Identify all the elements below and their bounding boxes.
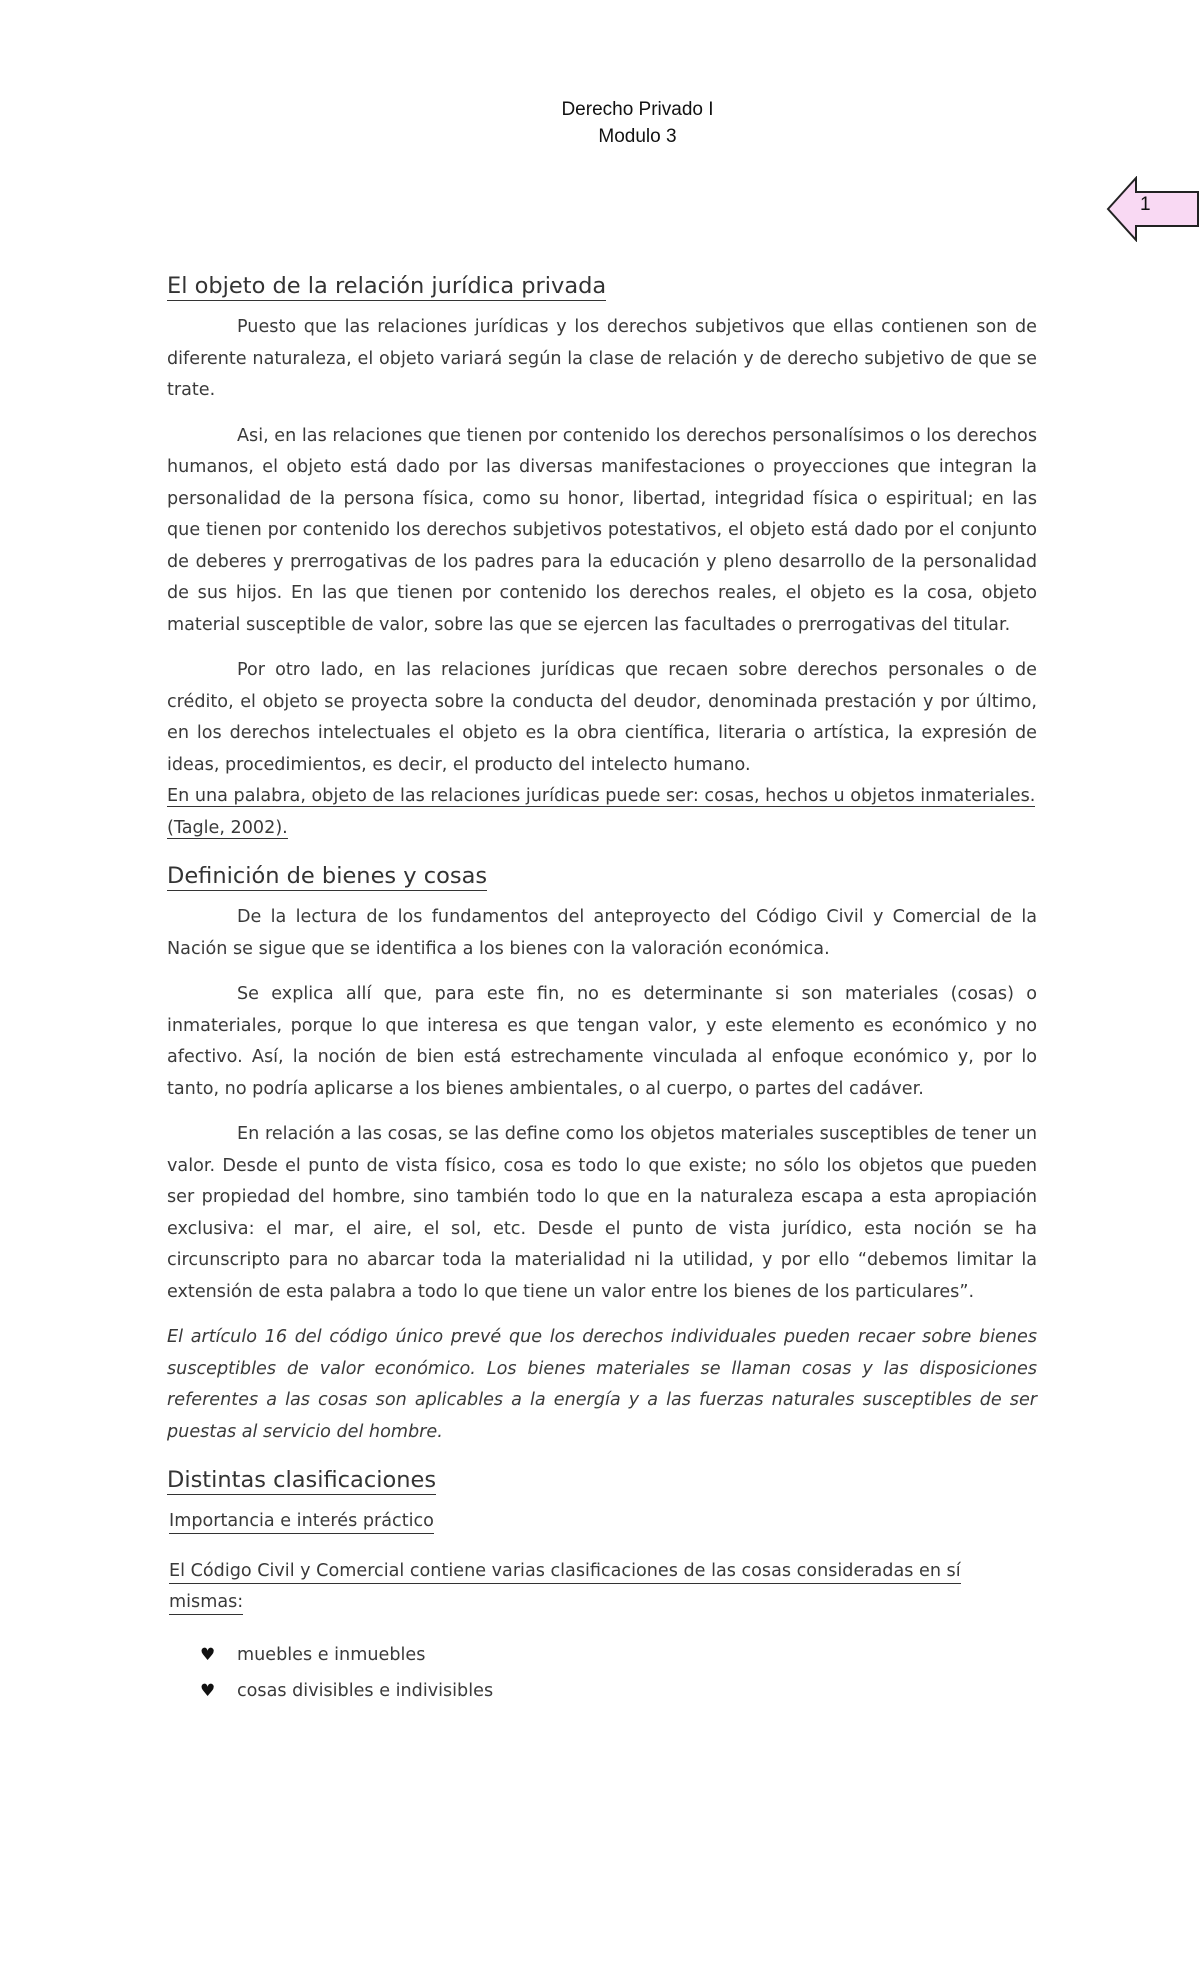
left-arrow-icon — [1106, 176, 1200, 242]
paragraph: Por otro lado, en las relaciones jurídicas que recaen sobre derechos personales o de crédito, el objeto se proyecta sobre la conducta del deudor, denominada prestación y por último, en los derechos intelectuales el objeto es la obra científica, literaria o artística, la expresión de ideas, procedimientos, es decir, el producto del intelecto humano. — [167, 660, 1037, 775]
page-indicator — [1106, 176, 1200, 242]
paragraph: Puesto que las relaciones jurídicas y los derechos subjetivos que ellas contienen son de diferente naturaleza, el objeto variará según la clase de relación y de derecho subjetivo de que se trate. — [167, 317, 1037, 400]
classification-list — [167, 1637, 1037, 1709]
document-body — [167, 268, 1037, 1709]
paragraph: De la lectura de los fundamentos del anteproyecto del Código Civil y Comercial de la Nación se sigue que se identifica a los bienes con la valoración económica. — [167, 907, 1037, 959]
header-module: Modulo 3 — [598, 126, 677, 147]
italic-note: El artículo 16 del código único prevé que los derechos individuales pueden recaer sobre bienes susceptibles de valor económico. Los bienes materiales se llaman cosas y las disposiciones referentes a las cosas son aplicables a la energía y a las fuerzas naturales susceptibles de ser puestas al servicio del hombre. — [167, 1327, 1037, 1442]
heart-icon: ♥ — [200, 1680, 216, 1701]
subtitle-clasificaciones: El Código Civil y Comercial contiene varias clasificaciones de las cosas consideradas en sí mismas: — [169, 1556, 1037, 1619]
paragraph: Asi, en las relaciones que tienen por contenido los derechos personalísimos o los derechos humanos, el objeto está dado por las diversas manifestaciones o proyecciones que integran la personalidad de la persona física, como su honor, libertad, integridad física o espiritual; en las que tienen por contenido los derechos subjetivos potestativos, el objeto está dado por el conjunto de deberes y prerrogativas de los padres para la educación y pleno desarrollo de la personalidad de sus hijos. En las que tienen por contenido los derechos reales, el objeto es la cosa, objeto material susceptible de valor, sobre las que se ejercen las facultades o prerrogativas del titular. — [167, 425, 1037, 635]
section-title-bienes: Definición de bienes y cosas — [167, 863, 488, 889]
list-item: ♥ muebles e inmuebles — [167, 1637, 1037, 1673]
subtitle-importancia: Importancia e interés práctico — [169, 1506, 1037, 1538]
section-title-clasificaciones: Distintas clasificaciones — [167, 1467, 437, 1493]
list-item: ♥ cosas divisibles e indivisibles — [167, 1673, 1037, 1709]
header-course-title: Derecho Privado I — [561, 99, 714, 120]
page-number: 1 — [1140, 194, 1151, 215]
section-title-objeto: El objeto de la relación jurídica privada — [167, 273, 607, 299]
heart-icon: ♥ — [200, 1644, 216, 1665]
document-header — [0, 96, 1200, 150]
paragraph: Se explica allí que, para este fin, no es determinante si son materiales (cosas) o inmateriales, porque lo que interesa es que tengan valor, y este elemento es económico y no afectivo. Así, la noción de bien está estrechamente vinculada al enfoque económico y, por lo tanto, no podría aplicarse a los bienes ambientales, o al cuerpo, o partes del cadáver. — [167, 984, 1037, 1099]
summary-quote: En una palabra, objeto de las relaciones jurídicas puede ser: cosas, hechos u objetos inmateriales. (Tagle, 2002). — [167, 786, 1036, 838]
paragraph: En relación a las cosas, se las define como los objetos materiales susceptibles de tener un valor. Desde el punto de vista físico, cosa es todo lo que existe; no sólo los objetos que pueden ser propiedad del hombre, sino también todo lo que en la naturaleza escapa a esta apropiación exclusiva: el mar, el aire, el sol, etc. Desde el punto de vista jurídico, esta noción se ha circunscripto para no abarcar toda la materialidad ni la utilidad, y por ello “debemos limitar la extensión de esta palabra a todo lo que tiene un valor entre los bienes de los particulares”. — [167, 1124, 1037, 1302]
